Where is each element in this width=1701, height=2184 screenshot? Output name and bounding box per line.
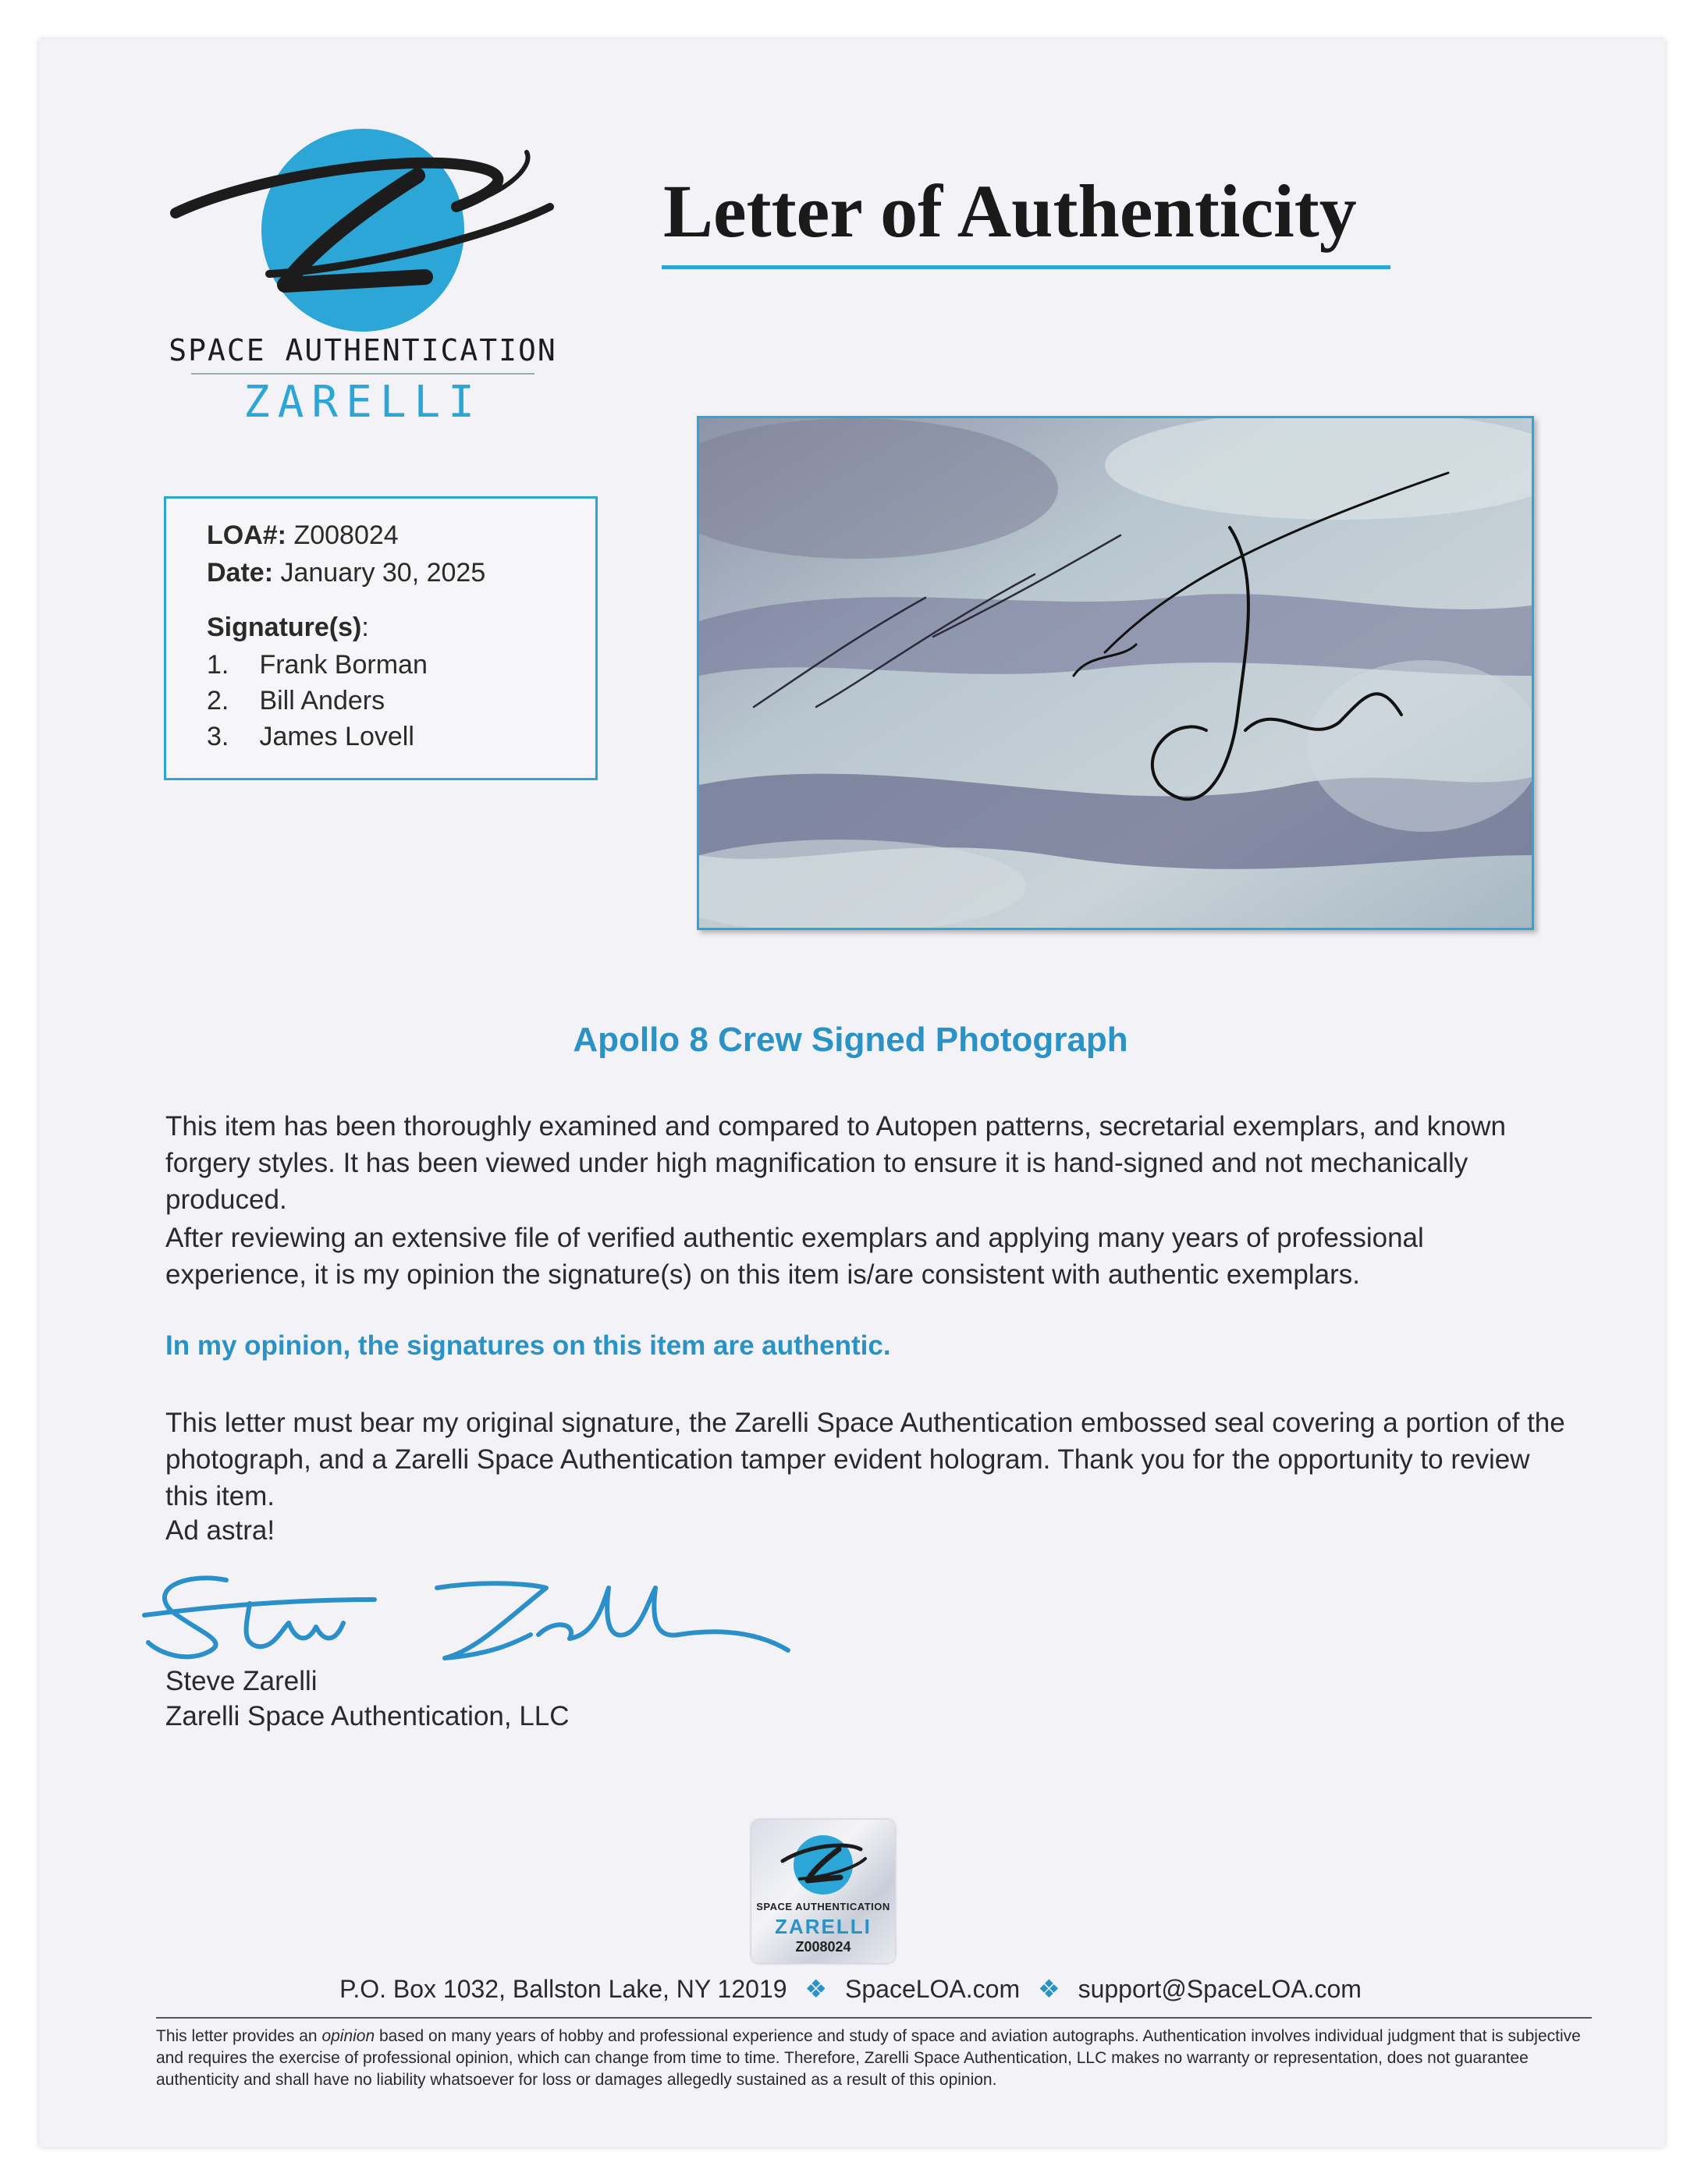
signature-list-item — [207, 650, 428, 680]
zarelli-logo — [160, 121, 566, 441]
disclaimer-part1: This letter provides an — [156, 2027, 322, 2045]
closing-text: Ad astra! — [165, 1515, 275, 1546]
footer-divider — [156, 2017, 1592, 2019]
logo-text-space-authentication: SPACE AUTHENTICATION — [169, 333, 557, 368]
hologram-logo-icon — [776, 1826, 870, 1900]
loa-value: Z008024 — [293, 520, 399, 550]
hologram-text-zarelli: ZARELLI — [775, 1915, 872, 1938]
contact-website[interactable]: SpaceLOA.com — [845, 1975, 1021, 2003]
signature-number: 3. — [207, 722, 229, 751]
loa-date — [207, 558, 485, 588]
authentic-statement: In my opinion, the signatures on this item are authentic. — [165, 1330, 891, 1361]
contact-line — [0, 1974, 1701, 2004]
logo-text-zarelli: ZARELLI — [243, 377, 482, 428]
signature-name: Bill Anders — [259, 686, 385, 716]
contact-email[interactable]: support@SpaceLOA.com — [1078, 1975, 1362, 2003]
disclaimer — [156, 2026, 1592, 2091]
signatures-heading — [207, 613, 369, 643]
requirements-paragraph: This letter must bear my original signature, the Zarelli Space Authentication embossed seal covering a portion of the photograph, and a Zarelli Space Authentication tamper evident hologram. Thank you for the opportunity to review this item. — [165, 1408, 1565, 1511]
logo-divider — [191, 373, 534, 375]
date-label: Date: — [207, 558, 274, 588]
date-value: January 30, 2025 — [280, 558, 486, 588]
signature-number: 1. — [207, 650, 229, 680]
hologram-text-space-authentication: SPACE AUTHENTICATION — [756, 1901, 890, 1912]
loa-label: LOA#: — [207, 520, 286, 550]
signed-photograph — [697, 416, 1534, 930]
steve-zarelli-signature-icon — [140, 1557, 796, 1674]
earth-clouds-photo-image — [699, 418, 1532, 928]
signer-company: Zarelli Space Authentication, LLC — [165, 1701, 570, 1731]
opinion-paragraph: After reviewing an extensive file of verified authentic exemplars and applying many years of professional experience, it is my opinion the signature(s) on this item is/are consistent with authentic exemplars. — [165, 1223, 1424, 1290]
signer-name: Steve Zarelli — [165, 1666, 318, 1696]
separator-icon: ❖ — [804, 1975, 828, 2003]
zarelli-orbit-logo-icon — [160, 121, 566, 339]
title-underline — [662, 265, 1390, 269]
loa-info-box — [164, 496, 598, 780]
signature-name: James Lovell — [259, 722, 414, 751]
separator-icon: ❖ — [1038, 1975, 1060, 2003]
disclaimer-emphasis: opinion — [321, 2027, 375, 2045]
contact-address: P.O. Box 1032, Ballston Lake, NY 12019 — [339, 1975, 787, 2003]
signature-name: Frank Borman — [259, 650, 428, 680]
signature-list-item — [207, 722, 414, 752]
item-title: Apollo 8 Crew Signed Photograph — [573, 1021, 1128, 1059]
page-title: Letter of Authenticity — [663, 169, 1357, 253]
tamper-evident-hologram — [751, 1820, 895, 1963]
hologram-serial: Z008024 — [795, 1939, 851, 1955]
examination-paragraph: This item has been thoroughly examined and compared to Autopen patterns, secretarial exemplars, and known forgery styles. It has been viewed under high magnification to ensure it is hand-signed and not mechanically produced. — [165, 1111, 1506, 1215]
disclaimer-part2: based on many years of hobby and professional experience and study of space and aviation autographs. Authentication involves individual judgment that is subjective and requires the exercise of professional opinion, which can change from time to time. Therefore, Zarelli Space Authentication, LLC makes no warranty or representation, does not guarantee authenticity and shall have no liability whatsoever for loss or damages allegedly sustained as a result of this opinion. — [156, 2027, 1581, 2089]
signature-list-item — [207, 686, 385, 716]
signatures-label: Signature(s) — [207, 613, 362, 642]
signatures-colon: : — [361, 613, 369, 642]
loa-number — [207, 520, 399, 551]
signature-number: 2. — [207, 686, 229, 716]
